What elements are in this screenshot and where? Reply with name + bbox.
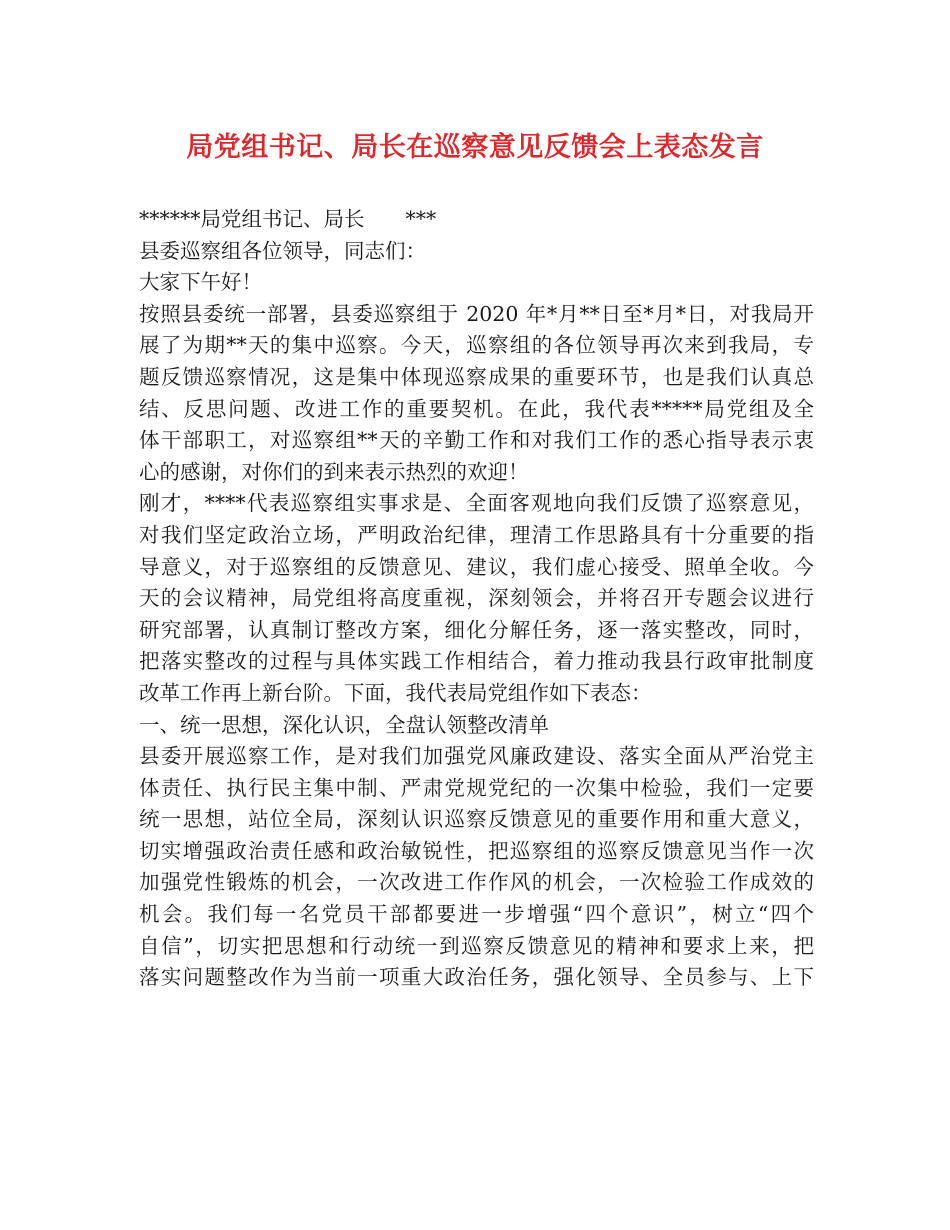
- salutation-text: 县委巡察组各位领导，同志们：: [139, 238, 426, 263]
- paragraph-line: 体干部职工，对巡察组**天的辛勤工作和对我们工作的悉心指导表示衷: [139, 428, 814, 453]
- paragraph-line: 统一思想，站位全局，深刻认识巡察反馈意见的重要作用和重大意义，: [139, 807, 814, 832]
- section-heading-text: 一、统一思想，深化认识，全盘认领整改清单: [139, 712, 549, 737]
- paragraph-line: 把落实整改的过程与具体实践工作相结合，着力推动我县行政审批制度: [139, 649, 814, 674]
- paragraph-line: 导意义，对于巡察组的反馈意见、建议，我们虚心接受、照单全收。今: [139, 554, 814, 579]
- author-line: [139, 204, 814, 236]
- author-line-text: ******局党组书记、局长 ***: [139, 207, 437, 231]
- paragraph-line: 天的会议精神，局党组将高度重视，深刻领会，并将召开专题会议进行: [139, 586, 814, 611]
- paragraph-1: [139, 299, 814, 489]
- section-heading-1: [139, 710, 814, 742]
- paragraph-line: 自信”，切实把思想和行动统一到巡察反馈意见的精神和要求上来，把: [139, 933, 814, 958]
- paragraph-line: 县委开展巡察工作，是对我们加强党风廉政建设、落实全面从严治党主: [139, 744, 814, 769]
- paragraph-line: 机会。我们每一名党员干部都要进一步增强“四个意识”，树立“四个: [139, 902, 814, 927]
- greeting-text: 大家下午好！: [139, 270, 262, 295]
- paragraph-line: 研究部署，认真制订整改方案，细化分解任务，逐一落实整改，同时，: [139, 617, 814, 642]
- greeting: [139, 267, 814, 299]
- salutation: [139, 236, 814, 268]
- paragraph-line: 对我们坚定政治立场，严明政治纪律，理清工作思路具有十分重要的指: [139, 522, 814, 547]
- paragraph-line: 刚才，****代表巡察组实事求是、全面客观地向我们反馈了巡察意见，: [139, 491, 814, 516]
- paragraph-line: 体责任、执行民主集中制、严肃党规党纪的一次集中检验，我们一定要: [139, 775, 814, 800]
- paragraph-line: 加强党性锻炼的机会，一次改进工作作风的机会，一次检验工作成效的: [139, 870, 814, 895]
- paragraph-line: 展了为期**天的集中巡察。今天，巡察组的各位领导再次来到我局，专: [139, 333, 814, 358]
- paragraph-line: 切实增强政治责任感和政治敏锐性，把巡察组的巡察反馈意见当作一次: [139, 838, 814, 863]
- document-body: [139, 204, 814, 994]
- paragraph-line: 改革工作再上新台阶。下面，我代表局党组作如下表态：: [139, 680, 652, 705]
- paragraph-3: [139, 741, 814, 994]
- paragraph-line: 题反馈巡察情况，这是集中体现巡察成果的重要环节，也是我们认真总: [139, 364, 814, 389]
- paragraph-line: 按照县委统一部署，县委巡察组于 2020 年*月**日至*月*日，对我局开: [139, 301, 814, 326]
- paragraph-line: 心的感谢，对你们的到来表示热烈的欢迎！: [139, 459, 529, 484]
- paragraph-2: [139, 488, 814, 709]
- paragraph-line: 落实问题整改作为当前一项重大政治任务，强化领导、全员参与、上下: [139, 965, 814, 990]
- paragraph-line: 结、反思问题、改进工作的重要契机。在此，我代表*****局党组及全: [139, 396, 814, 421]
- document-title: 局党组书记、局长在巡察意见反馈会上表态发言: [186, 132, 764, 163]
